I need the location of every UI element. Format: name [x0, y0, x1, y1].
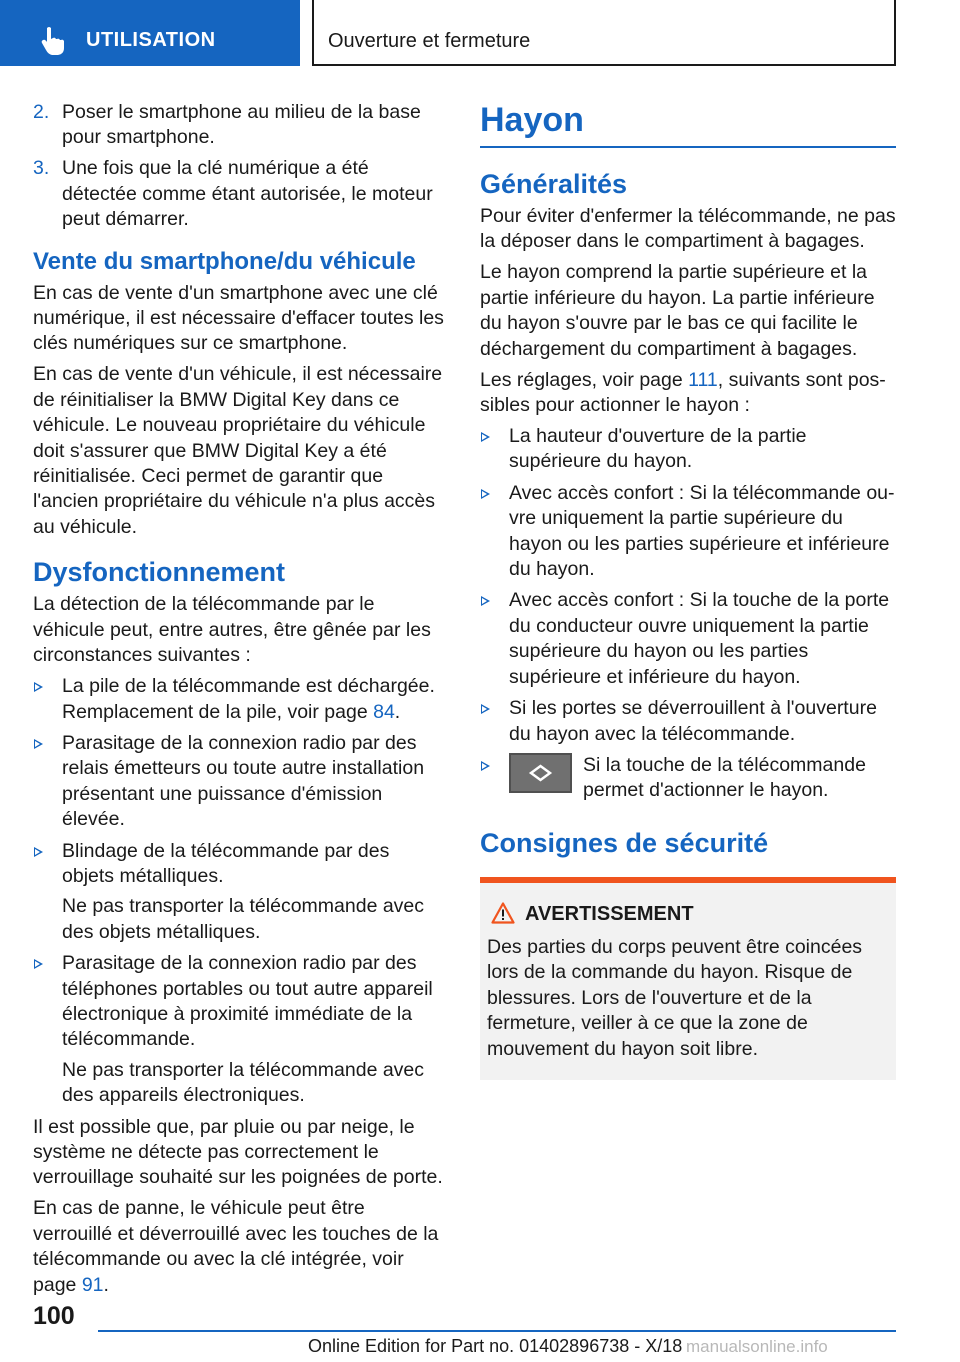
reglages-text: Les réglages, voir page — [480, 368, 689, 391]
warning-text: Des parties du corps peuvent être coincées lors de la commande du hayon. Risque de blessures. Lors de l'ouverture et de la fermeture, veiller à ce que la zone de mouvement du hayon soit libre. — [487, 935, 863, 1060]
step-item — [33, 156, 445, 232]
list-item-note: Ne pas transporter la télécommande avec des appareils électroniques. — [62, 1058, 425, 1107]
list-item-text: La pile de la télécommande est déchargée. Remplacement de la pile, voir page — [62, 675, 435, 723]
triangle-bullet-icon — [481, 596, 490, 606]
triangle-bullet-icon — [481, 704, 490, 714]
panne-paragraph — [33, 1196, 445, 1298]
page-link-84[interactable]: 84 — [373, 700, 395, 723]
edition-text: Online Edition for Part no. 01402896738 - X/18 — [308, 1336, 683, 1356]
list-item-text: Avec accès confort : Si la télécommande ouvre uniquement la partie supérieure du hayon ou les parties supérieure et inférieure du hayon. — [509, 481, 895, 581]
triangle-bullet-icon — [34, 682, 43, 692]
dysfonctionnement-intro: La détection de la télécommande par le véhicule peut, entre autres, être gênée par les circonstances suivantes : — [33, 593, 431, 667]
footer-divider — [98, 1330, 896, 1332]
triangle-bullet-icon — [481, 432, 490, 442]
chapter-header — [312, 0, 896, 66]
triangle-bullet-icon — [34, 959, 43, 969]
triangle-bullet-icon — [34, 739, 43, 749]
tailgate-key-button-icon — [509, 753, 572, 793]
pluie-paragraph: Il est possible que, par pluie ou par neige, le système ne détecte pas correctement le verrouillage souhaité sur les poignées de porte. — [33, 1115, 443, 1189]
hand-pointer-icon — [40, 26, 66, 56]
warning-box — [480, 877, 896, 1080]
list-item-text: La hauteur d'ouverture de la partie supérieure du hayon. — [509, 425, 807, 473]
list-item-text: Parasitage de la connexion radio par des téléphones portables ou tout autre appareil électronique à proximité immédiate de la télécommande. — [62, 952, 433, 1051]
vente-paragraph-1: En cas de vente d'un smartphone avec une clé numérique, il est nécessaire d'effacer toutes les clés numériques sur ce smartphone. — [33, 281, 444, 355]
button-description: Si la touche de la télécommande permet d'actionner le hayon. — [583, 753, 866, 802]
vente-heading: Vente du smartphone/du véhicule — [33, 247, 416, 275]
list-item — [33, 674, 445, 725]
warning-triangle-icon — [491, 902, 515, 924]
list-item — [480, 588, 896, 690]
step-item — [33, 100, 445, 151]
generalites-paragraph-3 — [480, 368, 896, 419]
reglages-end: , suivants sont possibles pour actionner le hayon : — [480, 368, 886, 417]
page-header — [0, 0, 960, 66]
page-link-91[interactable]: 91 — [81, 1273, 104, 1296]
triangle-bullet-icon — [481, 489, 490, 499]
vente-paragraph-2: En cas de vente d'un véhicule, il est nécessaire de réinitialiser la BMW Digital Key dans ce véhicule. Le nouveau propriétaire du véhicule doit s'assurer que BMW Digital Key a été réinitialisée. Ceci permet de garantir que l'ancien propriétaire du véhicule n'a plus accès au véhicule. — [33, 363, 443, 538]
list-item-text: Parasitage de la connexion radio par des relais émetteurs ou toute autre installation présentant une puissance d'émission élevée. — [62, 731, 425, 831]
generalites-paragraph-2: Le hayon comprend la partie supérieure et la partie inférieure du hayon. La partie inférieure du hayon s'ouvre par le bas ce qui facilite le déchargement du compartiment à bagages. — [480, 261, 875, 360]
list-item-button — [480, 753, 896, 807]
step-text: Poser le smartphone au milieu de la base pour smartphone. — [62, 101, 421, 149]
step-number: 3. — [33, 157, 50, 180]
list-item-text: Avec accès confort : Si la touche de la porte du conducteur ouvre uniquement la partie supérieure du hayon ou les parties supérieure et inférieure du hayon. — [509, 589, 890, 688]
left-column — [33, 100, 445, 1304]
right-column — [480, 100, 896, 1080]
panne-text: En cas de panne, le véhicule peut être verrouillé et déverrouillé avec les touches de la télécommande ou avec la clé intégrée, voir page — [33, 1197, 439, 1296]
list-item — [33, 839, 445, 946]
warning-title: AVERTISSEMENT — [525, 902, 694, 925]
triangle-bullet-icon — [481, 761, 490, 771]
step-number: 2. — [33, 101, 50, 123]
panne-end: . — [103, 1273, 109, 1296]
list-item — [33, 951, 445, 1108]
section-label: UTILISATION — [86, 29, 216, 51]
generalites-paragraph-1: Pour éviter d'enfermer la télécommande, ne pas la déposer dans le compartiment à bagages. — [480, 205, 896, 253]
page-title: Hayon — [480, 100, 896, 148]
section-tab[interactable] — [0, 0, 300, 66]
watermark: manualsonline.info — [686, 1337, 828, 1356]
list-item-note: Ne pas transporter la télécommande avec des objets métalliques. — [62, 895, 425, 943]
list-item — [33, 731, 445, 833]
list-item-end: . — [394, 700, 401, 723]
chapter-label: Ouverture et fermeture — [328, 30, 531, 52]
safety-heading: Consignes de sécurité — [480, 827, 769, 858]
list-item-text: Si les portes se déverrouillent à l'ouverture du hayon avec la télécommande. — [509, 697, 877, 745]
page-link-111[interactable]: 111 — [688, 368, 718, 391]
generalites-heading: Généralités — [480, 169, 628, 199]
list-item-text: Blindage de la télécommande par des objets métalliques. — [62, 839, 390, 887]
triangle-bullet-icon — [34, 847, 43, 857]
step-text: Une fois que la clé numérique a été détectée comme étant autorisée, le moteur peut démarrer. — [62, 157, 433, 231]
warning-header — [487, 901, 888, 927]
list-item — [480, 696, 896, 747]
list-item — [480, 424, 896, 475]
list-item — [480, 481, 896, 583]
dysfonctionnement-heading: Dysfonctionnement — [33, 557, 286, 588]
page-number: 100 — [33, 1302, 75, 1330]
